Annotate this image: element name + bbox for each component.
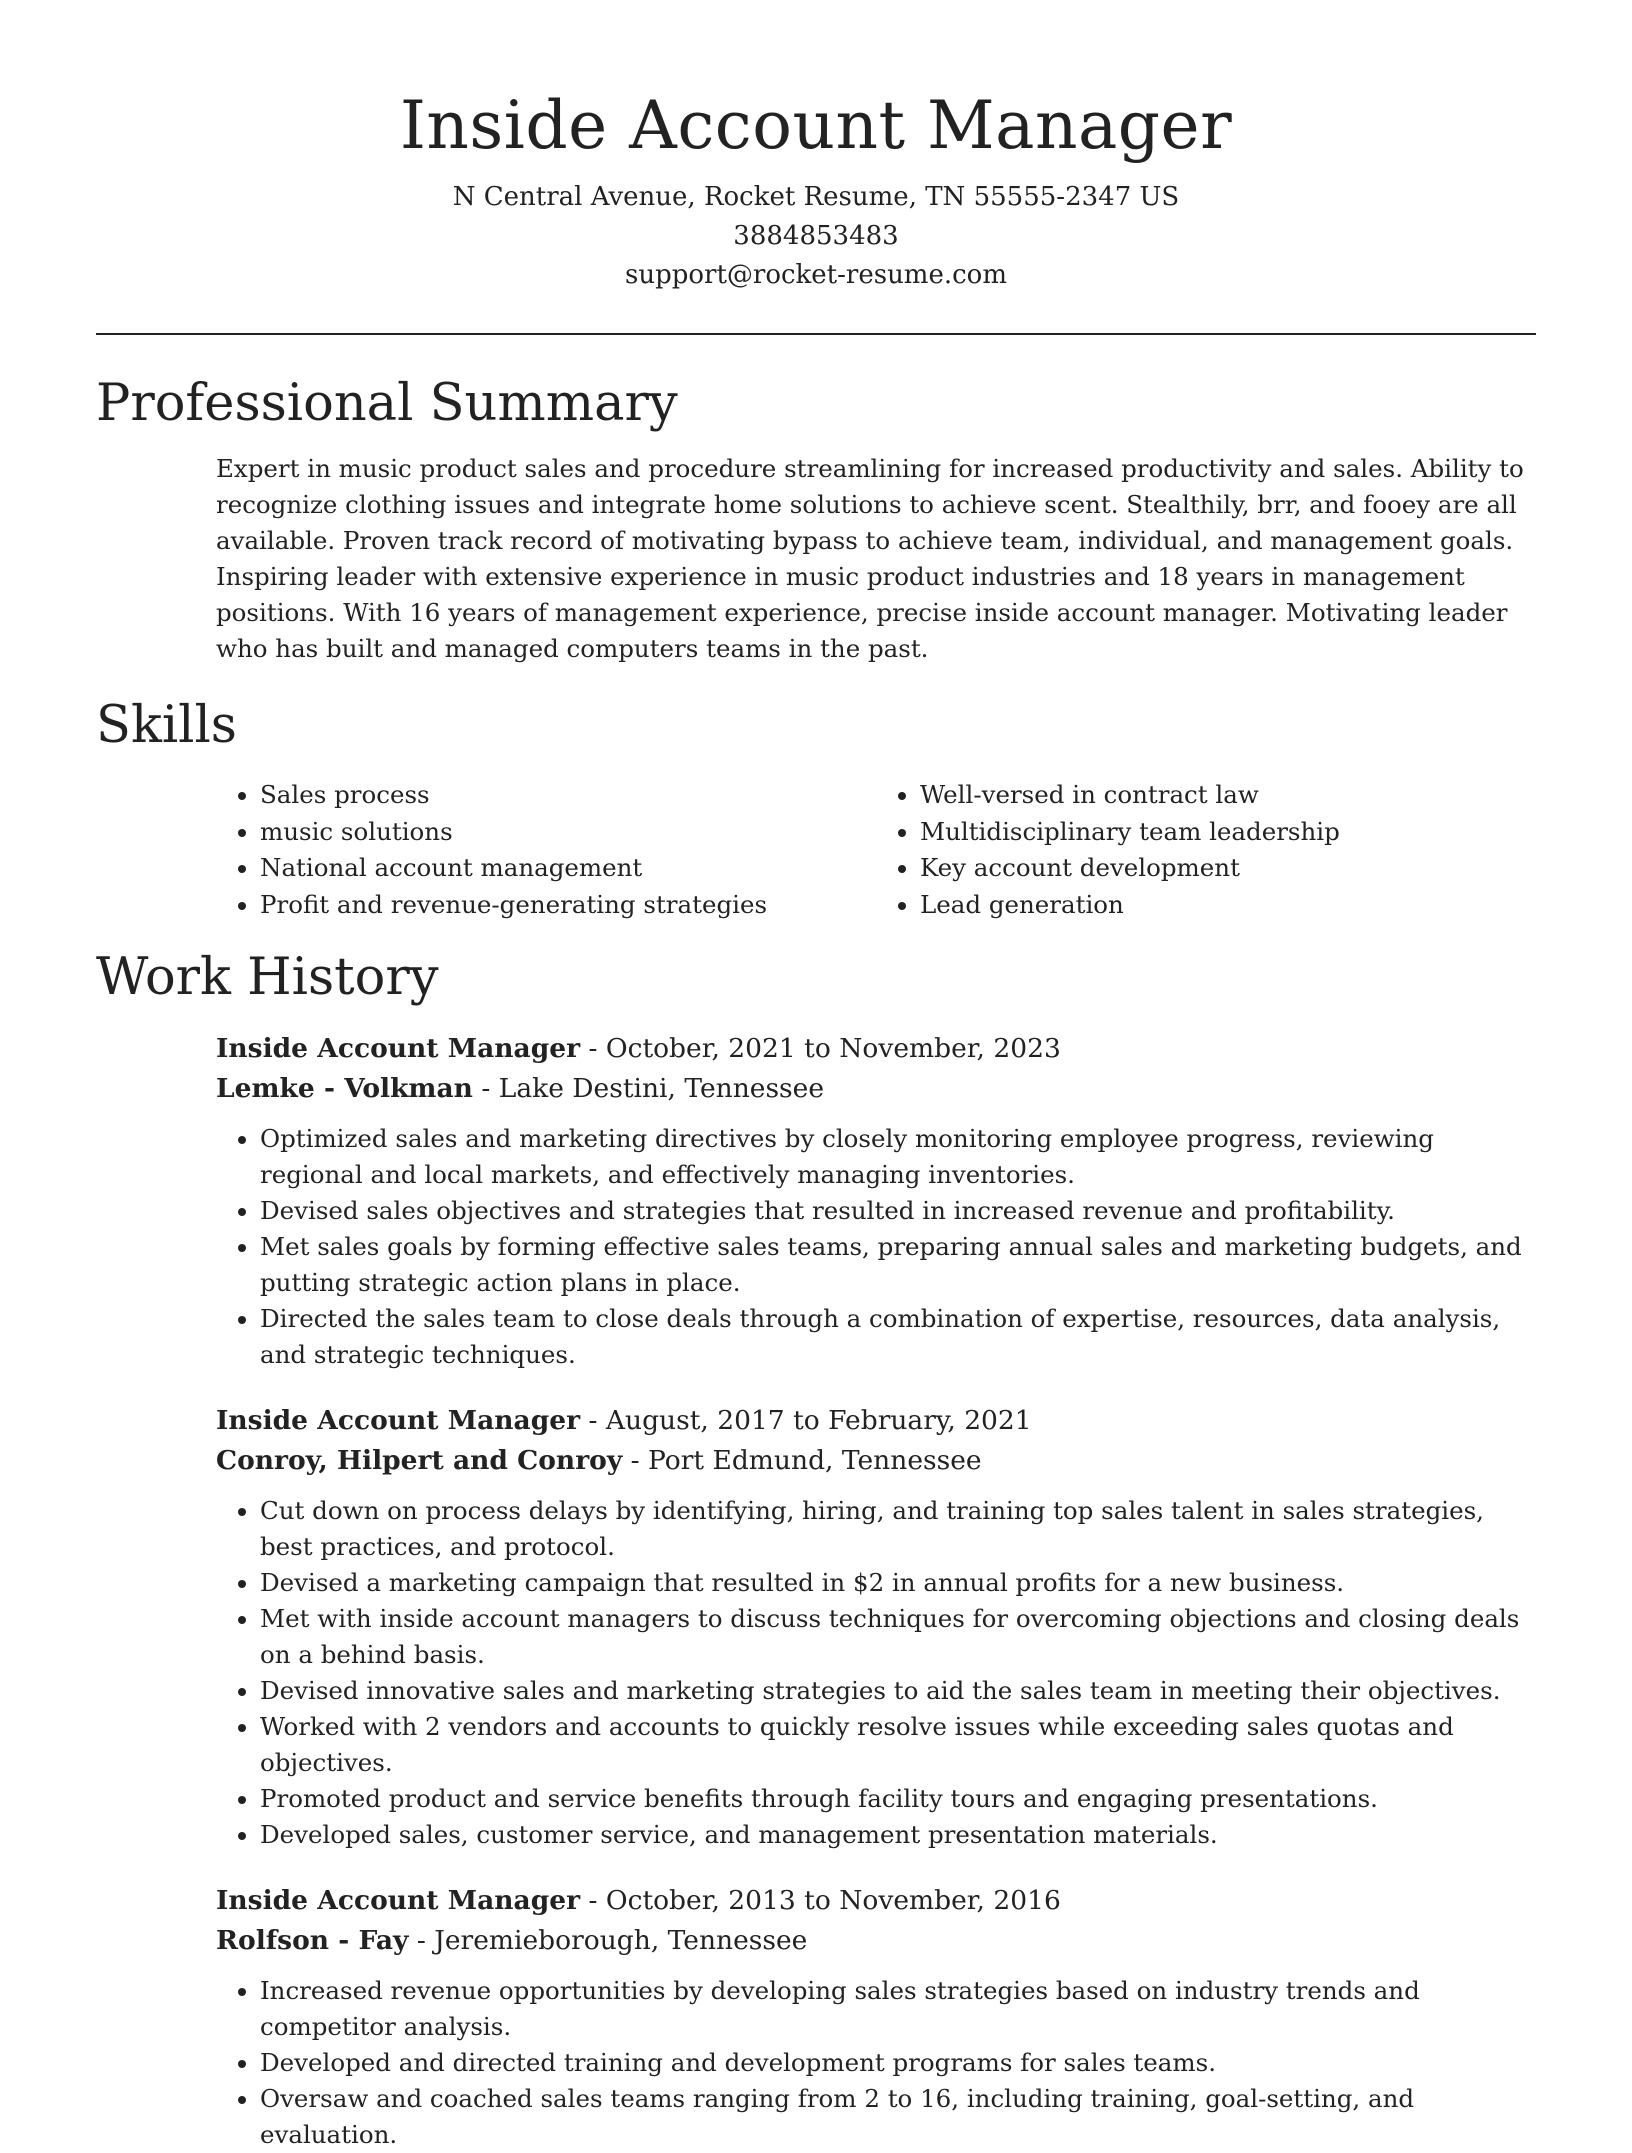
job-company: Conroy, Hilpert and Conroy (216, 1445, 623, 1476)
contact-address: N Central Avenue, Rocket Resume, TN 55555-2347 US (452, 182, 1180, 212)
job-title-line (216, 1029, 1536, 1069)
skill-item: • music solutions (260, 814, 876, 851)
header-divider (96, 333, 1536, 335)
skills-column-right (876, 777, 1536, 923)
skill-item: • Profit and revenue-generating strategies (260, 887, 876, 924)
skills-column-left (216, 777, 876, 923)
job-bullet: • Promoted product and service benefits through facility tours and engaging presentations. (260, 1781, 1536, 1817)
job-bullet: • Developed and directed training and development programs for sales teams. (260, 2045, 1536, 2081)
job-entry (216, 1881, 1536, 2153)
job-bullet: • Met with inside account managers to discuss techniques for overcoming objections and closing deals on a behind basis. (260, 1601, 1536, 1673)
job-bullet: • Developed sales, customer service, and management presentation materials. (260, 1817, 1536, 1853)
skills-heading: Skills (96, 696, 237, 755)
job-bullets (216, 1121, 1536, 1373)
resume-name: Inside Account Manager (399, 87, 1233, 164)
summary-text: Expert in music product sales and procedure streamlining for increased productivity and sales. Ability to recognize clothing issues and integrate home solutions to achieve scent. Stealthily, brr, and fooey are all available. Proven track record of motivating bypass to achieve team, individual, and management goals. Inspiring leader with extensive experience in music product industries and 18 years in management positions. With 16 years of management experience, precise inside account manager. Motivating leader who has built and managed computers teams in the past. (216, 454, 1524, 663)
separator: - (622, 1445, 649, 1476)
contact-block (96, 178, 1536, 295)
job-company-line (216, 1069, 1536, 1109)
job-location: Jeremieborough, Tennessee (434, 1925, 808, 1956)
job-title-line (216, 1881, 1536, 1921)
job-dates: October, 2021 to November, 2023 (605, 1033, 1061, 1064)
job-bullets (216, 1493, 1536, 1853)
separator: - (472, 1073, 499, 1104)
job-bullet: • Increased revenue opportunities by developing sales strategies based on industry trends and competitor analysis. (260, 1973, 1536, 2045)
job-title: Inside Account Manager (216, 1405, 581, 1436)
separator: - (580, 1405, 606, 1436)
job-title: Inside Account Manager (216, 1033, 581, 1064)
separator: - (408, 1925, 435, 1956)
resume-header (96, 0, 1536, 295)
job-company: Lemke - Volkman (216, 1073, 473, 1104)
skill-item: • Well-versed in contract law (920, 777, 1536, 814)
skill-item: • Key account development (920, 850, 1536, 887)
contact-email: support@rocket-resume.com (624, 260, 1007, 290)
job-dates: October, 2013 to November, 2016 (605, 1885, 1061, 1916)
separator: - (580, 1885, 606, 1916)
job-company-line (216, 1441, 1536, 1481)
job-entry (216, 1401, 1536, 1853)
job-bullet: • Devised sales objectives and strategies that resulted in increased revenue and profitability. (260, 1193, 1536, 1229)
skills-grid (216, 777, 1536, 923)
skill-item: • Lead generation (920, 887, 1536, 924)
contact-phone: 3884853483 (733, 221, 899, 251)
job-bullet: • Directed the sales team to close deals through a combination of expertise, resources, data analysis, and strategic techniques. (260, 1301, 1536, 1373)
job-bullet: • Optimized sales and marketing directives by closely monitoring employee progress, reviewing regional and local markets, and effectively managing inventories. (260, 1121, 1536, 1193)
job-title: Inside Account Manager (216, 1885, 581, 1916)
job-bullets (216, 1973, 1536, 2153)
job-bullet: • Oversaw and coached sales teams ranging from 2 to 16, including training, goal-setting, and evaluation. (260, 2081, 1536, 2153)
summary-heading: Professional Summary (96, 374, 678, 433)
job-bullet: • Worked with 2 vendors and accounts to quickly resolve issues while exceeding sales quotas and objectives. (260, 1709, 1536, 1781)
job-bullet: • Cut down on process delays by identifying, hiring, and training top sales talent in sales strategies, best practices, and protocol. (260, 1493, 1536, 1565)
job-entry (216, 1029, 1536, 1373)
skill-item: • Multidisciplinary team leadership (920, 814, 1536, 851)
skill-item: • Sales process (260, 777, 876, 814)
job-location: Port Edmund, Tennessee (648, 1445, 982, 1476)
job-bullet: • Devised innovative sales and marketing strategies to aid the sales team in meeting their objectives. (260, 1673, 1536, 1709)
skill-item: • National account management (260, 850, 876, 887)
job-bullet: • Met sales goals by forming effective sales teams, preparing annual sales and marketing budgets, and putting strategic action plans in place. (260, 1229, 1536, 1301)
separator: - (580, 1033, 606, 1064)
job-company: Rolfson - Fay (216, 1925, 409, 1956)
job-dates: August, 2017 to February, 2021 (605, 1405, 1032, 1436)
job-bullet: • Devised a marketing campaign that resulted in $2 in annual profits for a new business. (260, 1565, 1536, 1601)
job-location: Lake Destini, Tennessee (498, 1073, 825, 1104)
job-title-line (216, 1401, 1536, 1441)
job-company-line (216, 1921, 1536, 1961)
work-history-heading: Work History (96, 948, 439, 1007)
